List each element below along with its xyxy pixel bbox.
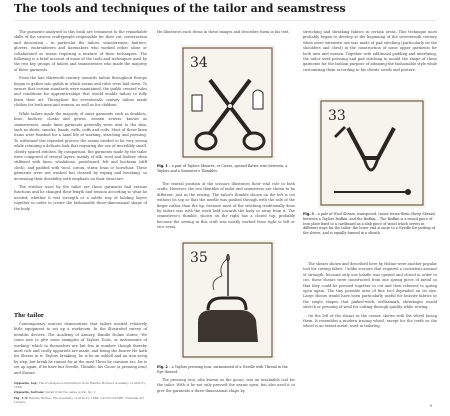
note	[14, 396, 147, 404]
note-label: Opposite, top:	[14, 381, 38, 385]
note-text: The frontispiece illustration from Randle Holme's Academy of Armory, 1688.	[14, 381, 146, 390]
paragraph: The shears shown and described here by Holme were another popular tool for cutting fabric. Unlike scissors that required a consistent amount of strength, because only one handle was opened and closed in order to cut, these shears were constructed from one spring piece of metal so that they could be pressed together to cut and then released to spring open again. The tiny possible area of fine tool depended on its size. Large shears would have been particularly useful for heavier fabrics or the single shapes that pinked-work, wellsamark, shrinkages would stretch or pressing of wool for cutting through quickly while sewing.	[303, 262, 437, 310]
figure-label: Fig. 3	[303, 212, 314, 216]
paragraph: The garments analysed in this book are testament to the remarkable skills of the various craftspeople responsible for their cut, construction and decoration – in particular the tailors, seamstresses, knitters, glovers, embroiderers and lacemakers who worked either alone or collaborated as teams requiring a mixture of their techniques. The following is a brief account of some of the tools and techniques used by the two key groups of tailors and seamstresses who made the majority of these garments.	[14, 30, 147, 72]
caption-text: – a pale of Wool Shears, transposed, (some terms them Sheep Shears) between a Taylors Bodkin, and the Bodkin... The Bodkin is a round piece of Iron plate fixed to a cardboard as a slab piece of wood which serves in different ways for the tailor: the lower end is more to a Needle for putting of the sleeve, and is equally formed in a sheath.	[303, 212, 436, 236]
figure-2-caption	[157, 365, 295, 375]
column-2-intro	[157, 30, 295, 38]
note-label: Opposite, bottom:	[14, 390, 45, 395]
paragraph: The stitches used by the tailor are those garments had various functions and he changed their length and tension according to what he needed, whether it was strength or a subtle way of holding layers together in order to create the fashionable three-dimensional shape of the body.	[14, 184, 147, 211]
figure-3-shears-bodkin	[318, 98, 426, 208]
paragraph: Contemporary sources demonstrate that tailors needed relatively little equipment to set up a workroom. In the illustrated survey of heraldic devices, The Academy of Armory, Randle Holme states: 'We come now to give some examples of Taylors Tools, or instruments of working' which in themselves are but few in number: though thereby most rich and costly apparrels are made, and being the bearer He hath his Sheers in it. Taylors breaking, he is be an ashbill and an iron sevig by step; but break he cannot for at the most Three be common too, for is set up again, if he have but Needle, Thimble, his Goose (a pressing iron) and Shears'.	[14, 322, 147, 375]
paragraph: From the late thirteenth century onwards tailors throughout Europe began to gather into guilds in which norms and rules were laid down. To ensure that certain standards were maintained, the guilds created rules and conditions for apprenticeships that would enable tailors to fully learn their art. Throughout the seventeenth century tailors made clothes for both men and women, as well as for children.	[14, 76, 147, 108]
paragraph: The pressing iron, also known as the goose, was an invaluable tool for the tailor. With it he not only pressed the seams open, but also used it to give the garments a three-dimensional shape by	[157, 378, 295, 393]
column-3-bottom	[303, 262, 437, 333]
figure-label: Fig. 1	[157, 164, 168, 168]
tailor-section-text	[14, 322, 147, 376]
figure-2-pressing-iron	[180, 240, 275, 360]
page-title: The tools and techniques of the tailor and seamstress	[14, 2, 346, 15]
picture-notes	[14, 381, 147, 405]
shears-bodkin-illustration	[318, 98, 426, 208]
caption-text: – a pair of Taylors Sheares, or Cizers, opened flatter wise between, a Taylors and a Seamster's Thimbles.	[157, 164, 288, 173]
note-label: Fig. 1-3:	[14, 395, 28, 400]
figure-1-caption	[157, 164, 295, 174]
figure-1-scissors-thimbles	[180, 45, 275, 160]
paragraph: stretching and shrinking fabrics in certain areas. This technique most probably began to develop at the beginning of the seventeenth century when more extensive use was made of pad stitching (particularly on the shoulders and chest) in the construction of some upper garments for both men and women. Together with additional padding and interlining, the tailor used pressing and pad stitching to mould the shape of these garments for the fashion purpose of attaining the fashionable style while customizing them according to his clients' needs and posture.	[303, 30, 437, 72]
svg-text:33: 33	[328, 108, 346, 124]
note-text: Randle Holme, The Academy of Armory, 1688. LAC/CULTURE, National Art Library.	[14, 395, 145, 404]
note	[14, 390, 147, 394]
svg-text:35: 35	[190, 250, 208, 266]
column-3-intro	[303, 30, 437, 76]
column-2-middle	[157, 182, 295, 234]
scissors-thimbles-illustration	[180, 45, 275, 160]
figure-3-caption	[303, 212, 437, 236]
pressing-iron-illustration	[180, 240, 275, 360]
paragraph: He illustrates each items in these images and describes them in his text.	[157, 30, 290, 34]
paragraph: On the left of the shears in the corner, shown with the wheel facing them. It resembles a modern tracing wheel, except for the teeth on the wheel is an extent metal, used in tailoring.	[303, 313, 437, 329]
column-2-bottom	[157, 378, 295, 397]
page-number: 9	[429, 403, 432, 408]
column-1	[14, 30, 147, 215]
figure-label: Fig. 2	[157, 365, 168, 369]
paragraph: While tailors made the majority of outer garments such as doublets, hose, bodices, cloaks and gowns, women sewers, known as seamstresses, made linen garments generally worn next to the skin, such as shirts, smocks, bands, ruffs, cuffs and coifs. Most of these linen items were finished for a hand life of washing, starching and pressing. To withstand this repeated process the seams needed to be very strong while retaining a delicate look that requiring the use of incredibly small, closely spaced stitches. By comparison, the garments made by the tailor were composed of several layers, mainly of silk, wool and leather, often stiffened with linen, whalebone, pasteboard, felt and buckram (stiff cloth), and padded with wool, cotton, straw, bran or horsehair. These garments were not washed but cleaned by wiping and brushing, so increasing their durability with emphasis on their structure.	[14, 111, 147, 181]
section-heading: The tailor	[14, 313, 44, 319]
title-rule	[14, 20, 436, 21]
note-text: Detail from the same work, fig. 1.	[45, 390, 97, 395]
note	[14, 381, 147, 389]
svg-text:34: 34	[190, 55, 208, 71]
paragraph: The central position of the scissors illustrates their vital role to both crafts. However, the two thimbles of tailor and seamstress are shown to be different, just as the sewing. The tailor's thimble shown on the left is cut without its top so that the needle was pushed through with the side of the finger rather than the tip, because most of the stitching traditionally done by tailors was with the work held towards the body or away from it. The seamstress's thimble, shown on the right has a closed top, probably because the sewing in this craft was mostly worked from right to left or vice versa.	[157, 182, 295, 230]
caption-text: – a Taylors pressing Iron, surmounted of a Needle with Thread in the Eye thereof.	[157, 365, 288, 374]
